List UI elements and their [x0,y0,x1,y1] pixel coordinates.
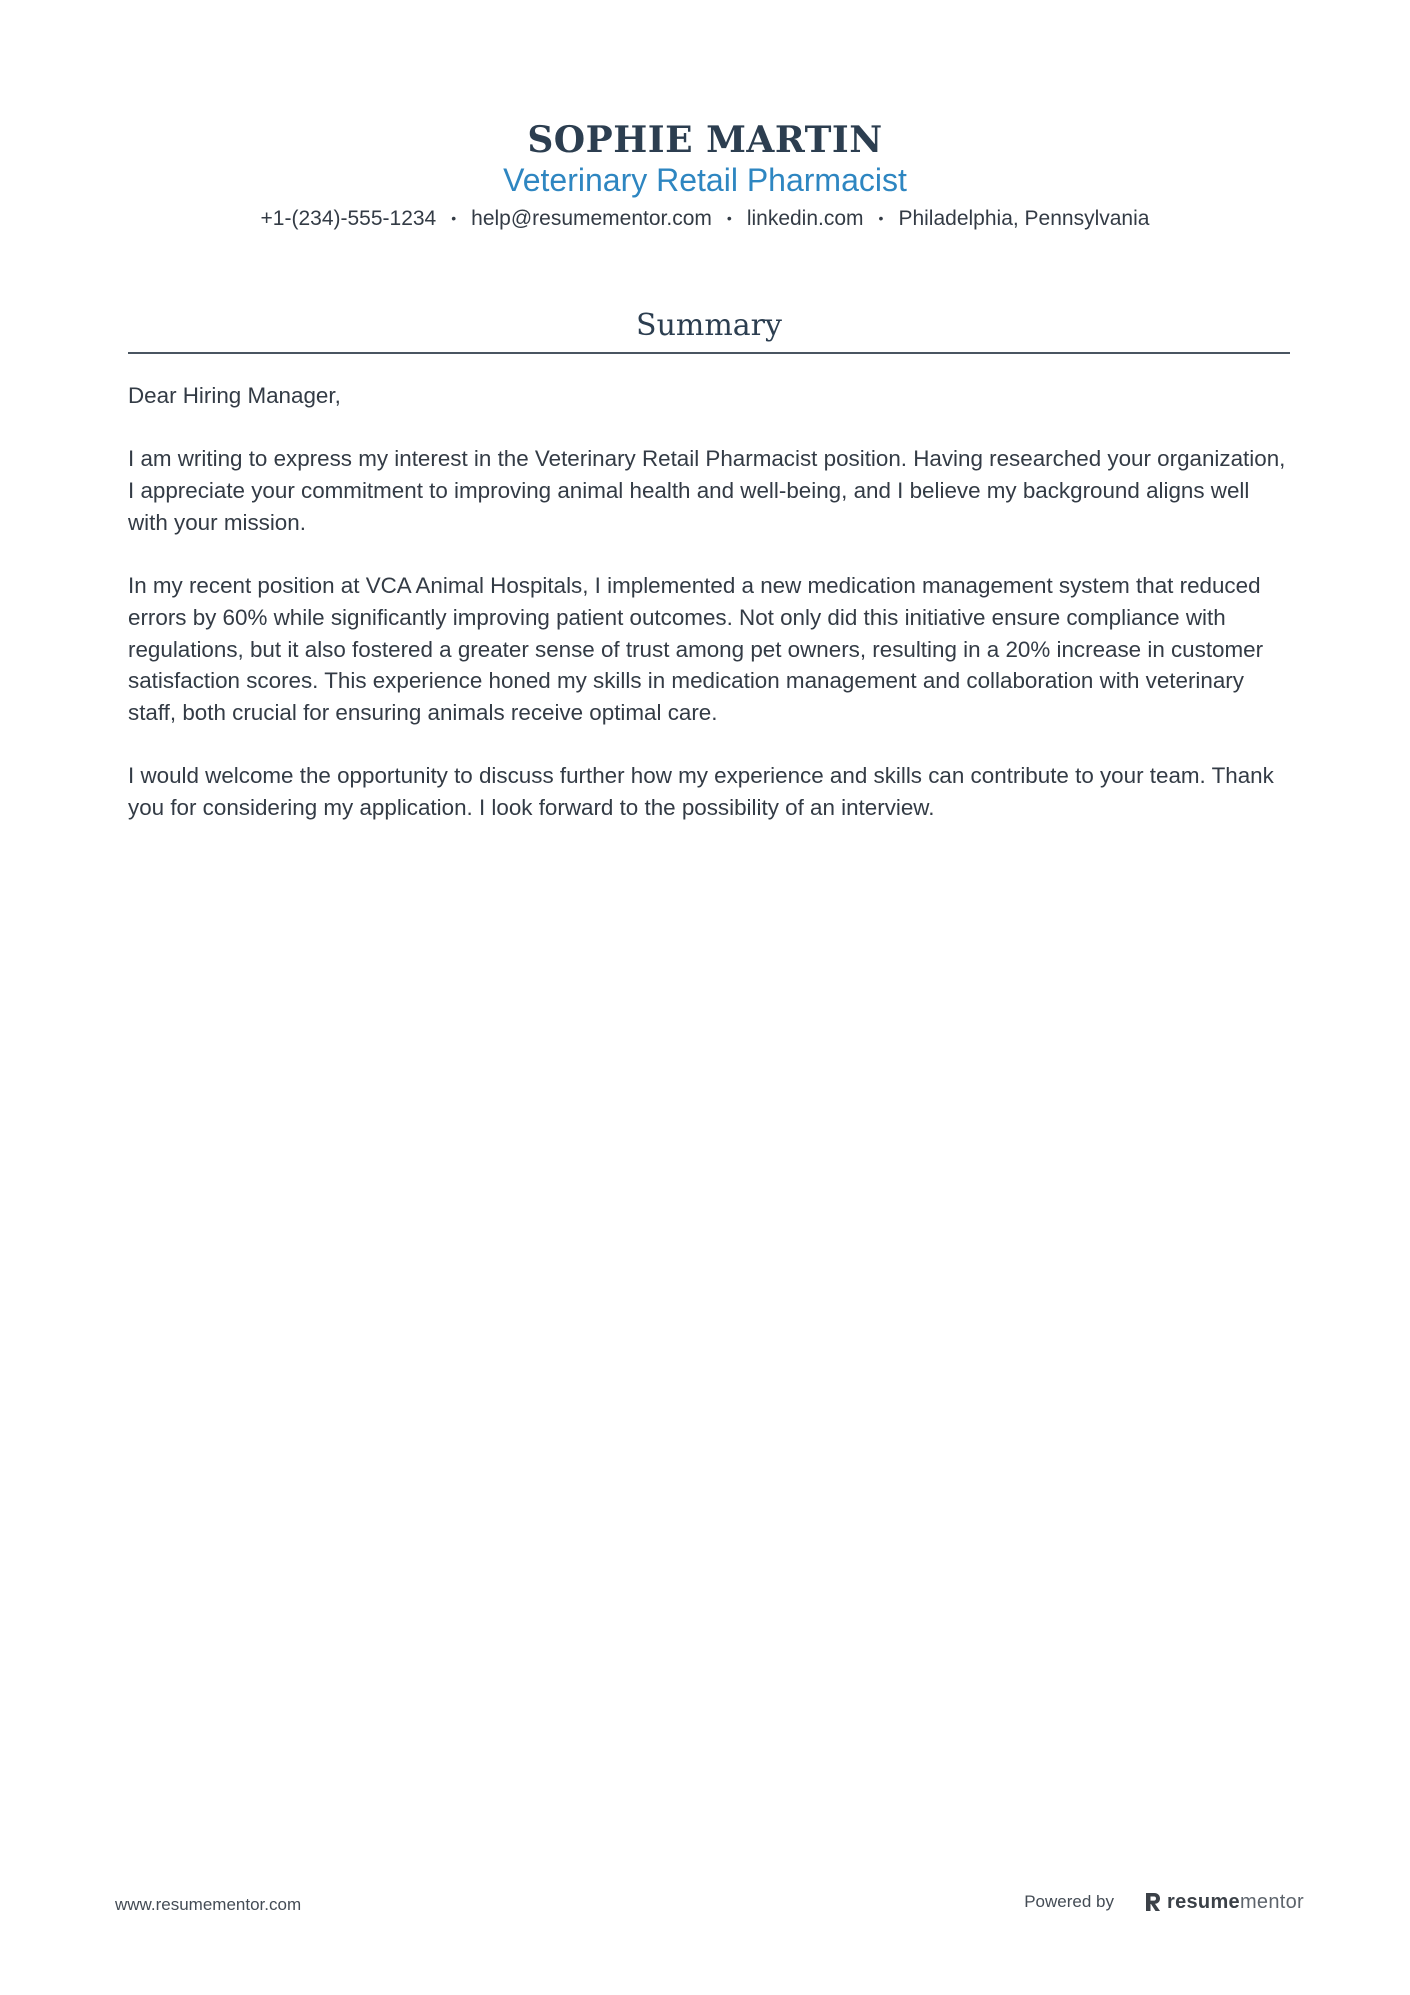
letter-paragraph: In my recent position at VCA Animal Hospitals, I implemented a new medication management system that reduced errors by 60% while significantly improving patient outcomes. Not only did this initiative ensure compliance with regulations, but it also fostered a greater sense of trust among pet owners, resulting in a 20% increase in customer satisfaction scores. This experience honed my skills in medication management and collaboration with veterinary staff, both crucial for ensuring animals receive optimal care. [128,573,1264,725]
resumementor-logo-icon [1144,1891,1162,1913]
section-divider [128,352,1290,354]
footer-website: www.resumementor.com [115,1895,302,1914]
contact-phone: +1-(234)-555-1234 [260,207,437,230]
candidate-name: SOPHIE MARTIN [527,119,883,161]
contact-email: help@resumementor.com [471,207,712,230]
section-heading-summary: Summary [636,308,782,343]
brand-name-strong: resume [1167,1891,1240,1913]
contact-separator: • [878,210,884,226]
contact-location: Philadelphia, Pennsylvania [898,207,1150,230]
footer-branding [1024,1890,1304,1914]
resume-header [0,118,1410,233]
contact-linkedin: linkedin.com [746,207,864,230]
brand-name-light: mentor [1239,1891,1304,1913]
job-title: Veterinary Retail Pharmacist [503,162,907,198]
contact-separator: • [726,210,732,226]
contact-line [0,204,1410,233]
letter-body [128,380,1290,855]
letter-paragraph: I am writing to express my interest in the Veterinary Retail Pharmacist position. Having researched your organization, I appreciate your commitment to improving animal health and well-being, and I believe my background aligns well with your mission. [128,446,1286,535]
resumementor-brand [1144,1890,1304,1914]
letter-paragraph: I would welcome the opportunity to discuss further how my experience and skills can contribute to your team. Thank you for considering my application. I look forward to the possibility of an interview. [128,763,1274,821]
contact-separator: • [451,210,457,226]
powered-by-label: Powered by [1024,1892,1114,1911]
letter-salutation: Dear Hiring Manager, [128,383,341,408]
